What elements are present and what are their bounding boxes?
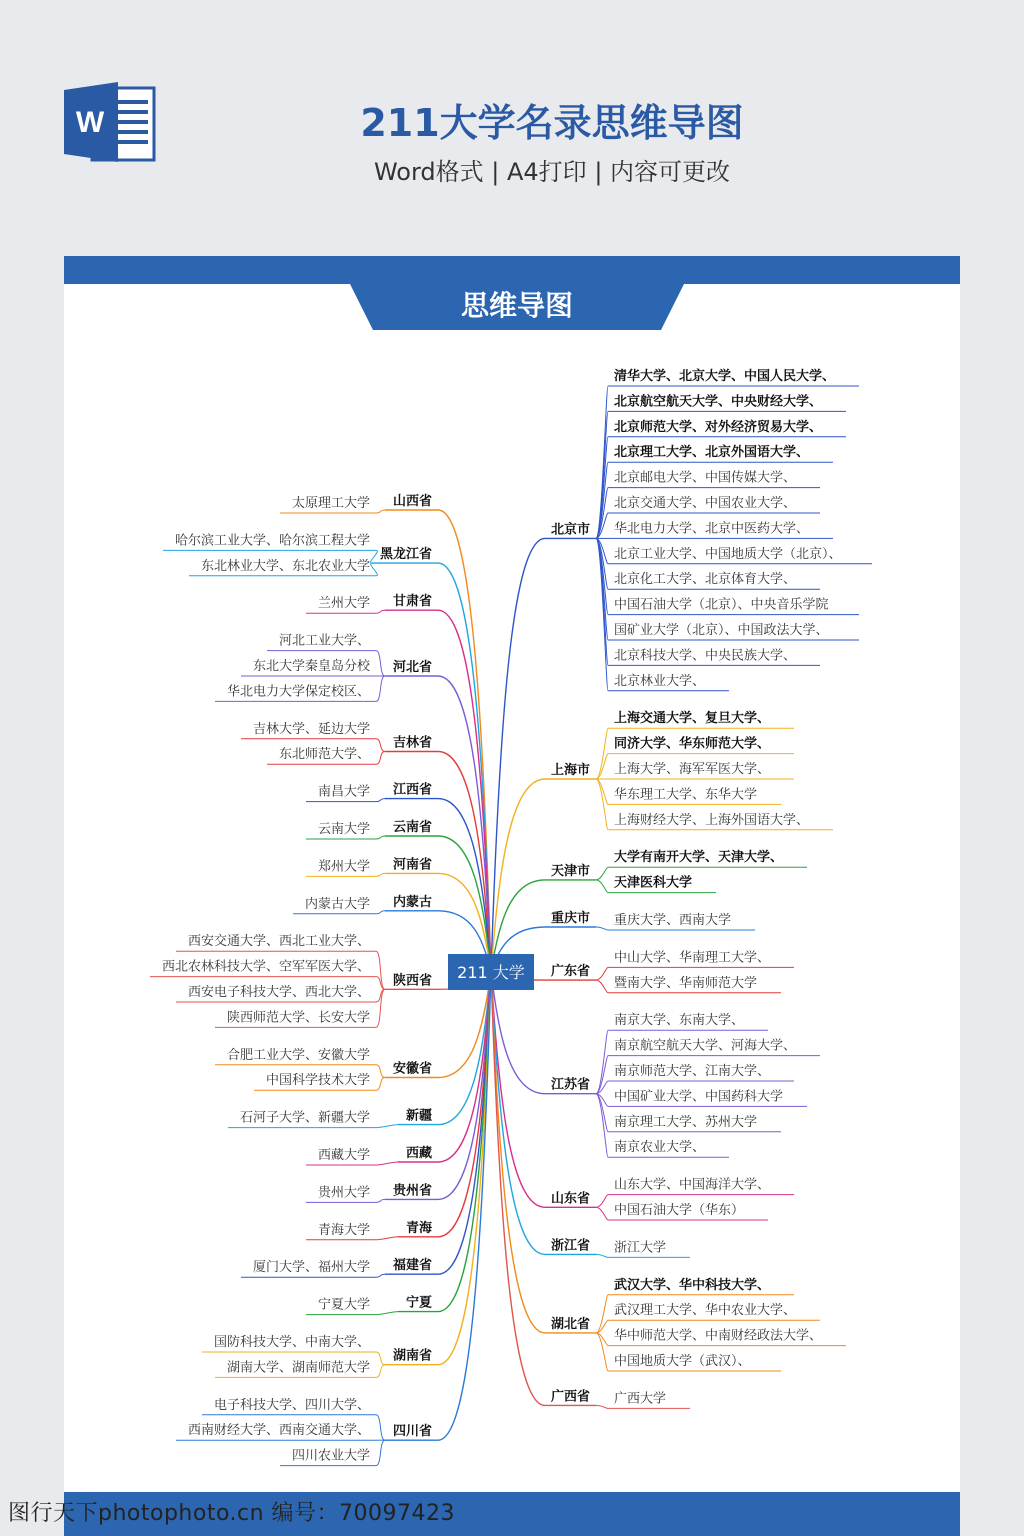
university-item: 西藏大学 [317,1148,370,1163]
university-item: 北京师范大学、对外经济贸易大学、 [614,419,823,435]
item-connector [376,651,385,676]
province-node-left: 青海 [405,1220,432,1236]
page-title: 211大学名录思维导图 [360,101,744,145]
item-connector [376,1199,385,1202]
branch-line-right [491,779,545,972]
province-node-right: 重庆市 [551,911,591,926]
branch-line-left [438,836,491,972]
university-item: 西南财经大学、西南交通大学、 [187,1423,370,1439]
item-connector [376,752,385,765]
university-item: 北京航空航天大学、中央财经大学、 [614,394,823,410]
branch-line-left [438,972,491,1440]
item-connector [376,911,385,914]
university-item: 西安电子科技大学、西北大学、 [187,985,370,1000]
province-node-left: 山西省 [392,494,432,509]
province-node-left: 河北省 [392,660,432,675]
banner-label: 思维导图 [460,289,573,322]
university-item: 暨南大学、华南师范大学 [614,975,758,991]
item-connector [596,1207,608,1220]
item-connector [596,1195,608,1208]
university-item: 西安交通大学、西北工业大学、 [187,934,370,950]
university-item: 上海大学、海军军医大学、 [614,762,771,777]
university-item: 郑州大学 [317,859,370,875]
university-item: 浙江大学 [614,1240,667,1256]
university-item: 北京工业大学、中国地质大学（北京）、 [614,546,842,562]
item-connector [376,1237,398,1240]
province-node-left: 内蒙古 [392,894,432,910]
item-connector [376,1125,398,1128]
province-node-right: 浙江省 [551,1238,591,1254]
university-item: 南京理工大学、苏州大学 [614,1114,758,1130]
item-connector [596,1254,608,1257]
university-item: 北京交通大学、中国农业大学、 [614,496,797,511]
university-item: 南昌大学 [317,784,370,800]
university-item: 东北大学秦皇岛分校 [252,659,370,674]
university-item: 太原理工大学 [291,496,370,511]
university-item: 南京大学、东南大学、 [614,1013,745,1029]
university-item: 大学有南开大学、天津大学、 [614,850,784,866]
item-connector [596,1405,608,1408]
province-node-left: 西藏 [405,1146,432,1161]
university-item: 湖南大学、湖南师范大学 [226,1360,370,1376]
university-item: 石河子大学、新疆大学 [239,1110,370,1126]
item-connector [596,1295,608,1333]
item-connector [376,1274,385,1277]
province-node-left: 河南省 [392,857,432,873]
university-item: 河北工业大学、 [278,633,370,649]
item-connector [596,867,608,880]
item-connector [596,967,608,980]
university-item: 华北电力大学保定校区、 [226,684,370,700]
university-item: 华北电力大学、北京中医药大学、 [614,521,810,537]
university-item: 南京师范大学、江南大学、 [614,1064,771,1079]
university-item: 云南大学 [317,822,370,837]
university-item: 上海交通大学、复旦大学、 [614,711,771,727]
item-connector [376,1352,385,1365]
university-item: 电子科技大学、四川大学、 [213,1397,370,1413]
item-connector [596,980,608,993]
item-connector [376,1440,385,1465]
province-node-right: 天津市 [551,863,591,879]
university-item: 东北林业大学、东北农业大学 [200,558,370,574]
province-node-right: 上海市 [551,763,591,778]
university-item: 山东大学、中国海洋大学、 [614,1177,771,1193]
province-node-left: 福建省 [392,1258,432,1274]
province-node-left: 新疆 [405,1108,432,1124]
university-item: 武汉理工大学、华中农业大学、 [614,1303,797,1319]
item-connector [596,927,608,930]
university-item: 清华大学、北京大学、中国人民大学、 [614,369,836,384]
province-node-left: 江西省 [392,782,432,798]
university-item: 哈尔滨工业大学、哈尔滨工程大学 [174,533,370,549]
province-node-left: 甘肃省 [392,594,432,610]
university-item: 内蒙古大学 [304,896,370,912]
province-node-left: 宁夏 [405,1295,432,1311]
province-node-left: 陕西省 [392,973,432,989]
university-item: 中国石油大学（北京）、中央音乐学院 [614,597,829,613]
university-item: 北京科技大学、中央民族大学、 [614,648,797,664]
university-item: 国防科技大学、中南大学、 [213,1335,370,1350]
university-item: 中山大学、华南理工大学、 [614,950,771,966]
page-subtitle: Word格式 | A4打印 | 内容可更改 [373,158,731,186]
university-item: 贵州大学 [317,1185,370,1201]
university-item: 国矿业大学（北京）、中国政法大学、 [614,623,829,638]
item-connector [376,1065,385,1078]
university-item: 四川农业大学 [291,1448,370,1464]
word-icon-letter: W [75,106,105,139]
university-item: 华中师范大学、中南财经政法大学、 [614,1328,823,1344]
university-item: 青海大学 [317,1222,370,1238]
university-item: 上海财经大学、上海外国语大学、 [614,812,810,828]
item-connector [376,610,385,613]
branch-line-right [491,538,545,972]
watermark-text: 图行天下photophoto.cn 编号：70097423 [8,1501,456,1526]
university-item: 广西大学 [614,1391,667,1407]
university-item: 中国矿业大学、中国药科大学 [614,1089,784,1105]
university-item: 宁夏大学 [317,1297,370,1313]
branch-line-right [491,972,545,1254]
university-item: 中国石油大学（华东） [614,1203,745,1218]
item-connector [596,779,608,804]
item-connector [376,836,385,839]
province-node-right: 广东省 [551,964,591,980]
university-item: 南京航空航天大学、河海大学、 [614,1038,797,1054]
province-node-left: 湖南省 [392,1348,432,1364]
item-connector [596,754,608,779]
university-item: 东北师范大学、 [278,747,370,763]
university-item: 天津医科大学 [614,875,693,891]
university-item: 兰州大学 [317,596,370,612]
province-node-left: 吉林省 [392,735,432,751]
item-connector [376,676,385,701]
province-node-left: 四川省 [392,1424,432,1440]
province-node-right: 广西省 [551,1389,591,1405]
item-connector [371,550,378,563]
university-item: 中国科学技术大学 [265,1073,370,1089]
university-item: 北京邮电大学、中国传媒大学、 [614,470,797,486]
item-connector [371,563,378,576]
province-node-left: 贵州省 [392,1183,432,1199]
item-connector [376,873,385,876]
university-item: 北京化工大学、北京体育大学、 [614,572,797,588]
university-item: 南京农业大学、 [614,1140,706,1156]
province-node-left: 黑龙江省 [379,547,432,563]
university-item: 北京林业大学、 [614,673,706,689]
province-node-right: 北京市 [551,522,591,538]
item-connector [376,1415,385,1440]
item-connector [376,1312,398,1315]
university-item: 武汉大学、华中科技大学、 [614,1277,771,1293]
province-node-right: 湖北省 [551,1316,591,1332]
university-item: 吉林大学、延边大学 [252,721,370,737]
item-connector [376,799,385,802]
province-node-left: 安徽省 [392,1061,432,1077]
item-connector [376,739,385,752]
item-connector [376,1162,398,1165]
item-connector [596,880,608,893]
university-item: 中国地质大学（武汉）、 [614,1354,751,1369]
item-connector [376,1365,385,1378]
item-connector [376,1078,385,1091]
university-item: 合肥工业大学、安徽大学 [226,1047,370,1063]
branch-line-right [491,972,545,1405]
university-item: 重庆大学、西南大学 [614,913,732,928]
item-connector [596,1333,608,1371]
province-node-right: 江苏省 [551,1077,591,1093]
center-node-label: 211 大学 [457,963,525,982]
item-connector [376,510,385,513]
university-item: 同济大学、华东师范大学、 [614,736,771,752]
university-item: 厦门大学、福州大学 [252,1260,370,1276]
university-item: 华东理工大学、东华大学 [614,787,758,803]
province-node-right: 山东省 [551,1191,591,1207]
university-item: 陕西师范大学、长安大学 [226,1010,370,1026]
university-item: 北京理工大学、北京外国语大学、 [614,445,810,461]
province-node-left: 云南省 [392,820,432,835]
university-item: 西北农林科技大学、空军军医大学、 [161,959,370,975]
